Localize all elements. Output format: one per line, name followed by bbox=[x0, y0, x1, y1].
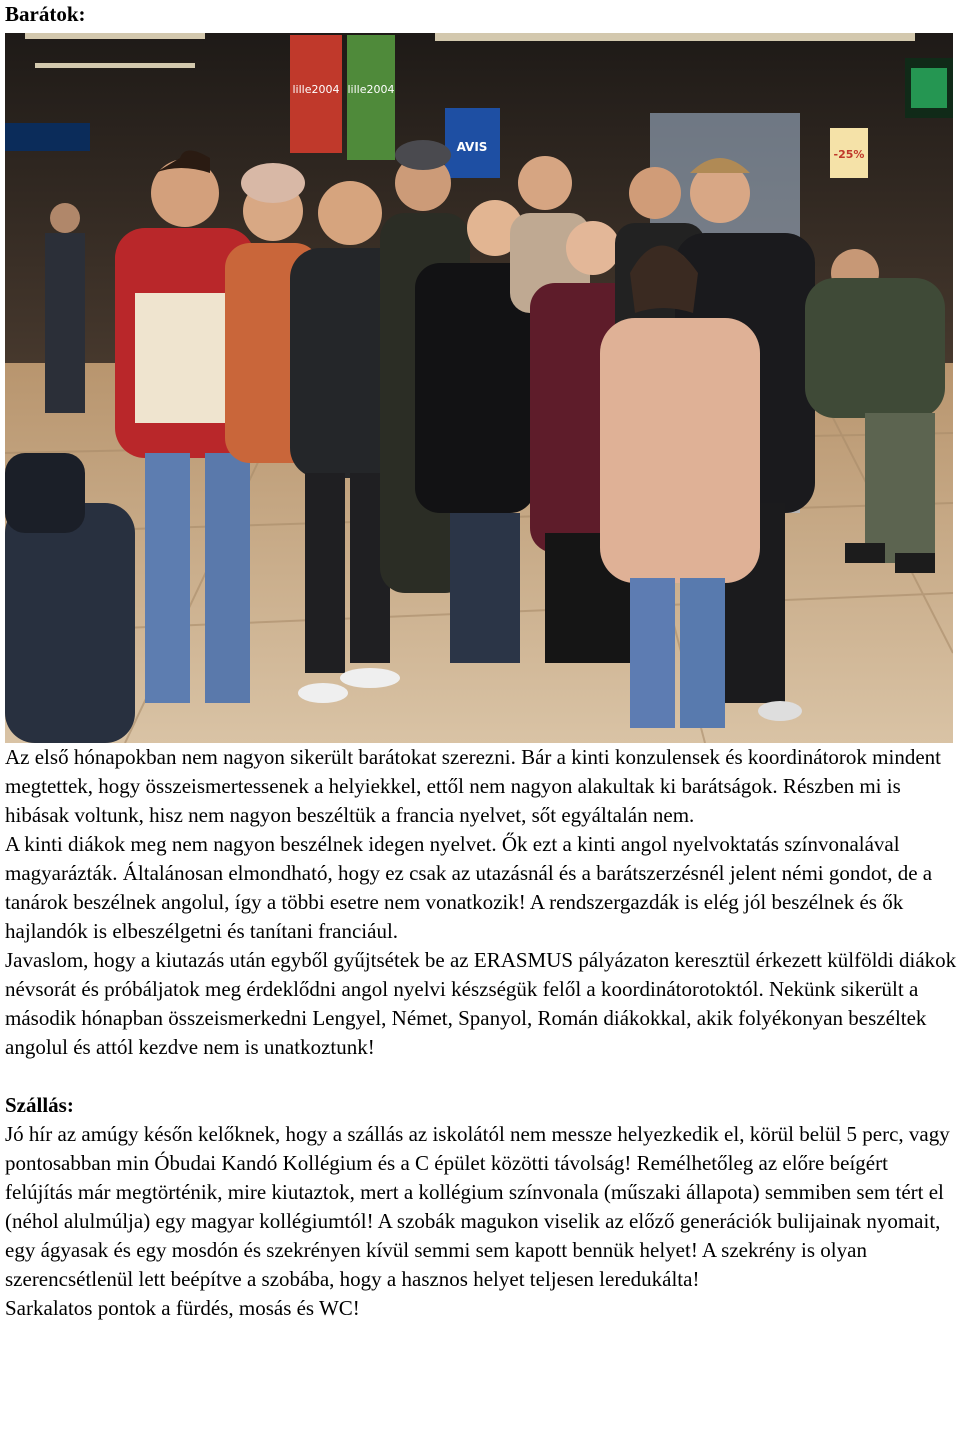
group-photo-illustration bbox=[5, 33, 953, 743]
friends-paragraph-2: A kinti diákok meg nem nagyon beszélnek idegen nyelvet. Ők ezt a kinti angol nyelvoktatás színvonalával magyarázták. Általánosan elmondható, hogy ez csak az utazásnál és a barátszerzésnél jelent némi gondot, de a tanárok beszélnek angolul, így a többi esetre nem vonatkozik! A rendszergazdák is elég jól beszélnek és ők hajlandók is elbeszélgetni és tanítani franciául. bbox=[5, 832, 933, 943]
friends-paragraph-1: Az első hónapokban nem nagyon sikerült barátokat szerezni. Bár a kinti konzulensek és koordinátorok mindent megtettek, hogy összeismertessenek a helyiekkel, ettől nem nagyon alakultak ki barátságok. Részben mi is hibásak voltunk, hisz nem nagyon beszéltük a francia nyelvet, sőt egyáltalán nem. bbox=[5, 745, 941, 827]
section-spacer bbox=[5, 1062, 960, 1091]
sale-sign-text: -25% bbox=[833, 148, 865, 161]
banner-sign-2 bbox=[347, 35, 395, 160]
banner-sign-2-text: lille2004 bbox=[347, 83, 395, 96]
document-page bbox=[5, 0, 960, 1323]
group-photo bbox=[5, 33, 953, 743]
section-title-friends: Barátok: bbox=[5, 2, 86, 26]
banner-sign-1-text: lille2004 bbox=[292, 83, 340, 96]
friends-paragraph-3: Javaslom, hogy a kiutazás után egyből gyűjtsétek be az ERASMUS pályázaton keresztül érkezett külföldi diákok névsorát és próbáljatok meg érdeklődni angol nyelvi készségük felől a koordinátorotoktól. Nekünk sikerült a második hónapban összeismerkedni Lengyel, Német, Spanyol, Román diákokkal, akik folyékonyan beszéltek angolul és attól kezdve nem is unatkoztunk! bbox=[5, 948, 957, 1059]
accommodation-paragraph-1: Jó hír az amúgy későn kelőknek, hogy a szállás az iskolától nem messze helyezkedik el, körül belül 5 perc, vagy pontosabban min Óbudai Kandó Kollégium és a C épület közötti távolság! Remélhetőleg az előre beígért felújítás már megtörténik, mire kiutaztok, mert a kollégium színvonala (műszaki állapota) semmiben sem tért el (néhol alulmúlja) egy magyar kollégiumtól! A szobák magukon viselik az előző generációk bulijainak nyomait, egy ágyasak és egy mosdón és szekrényen kívül semmi sem kapott bennük helyet! A szekrény is olyan szerencsétlenül lett beépítve a szobába, hogy a hasznos helyet teljesen leredukálta! bbox=[5, 1122, 950, 1291]
gate-sign bbox=[5, 123, 90, 151]
accommodation-paragraph-2: Sarkalatos pontok a fürdés, mosás és WC! bbox=[5, 1296, 360, 1320]
section-title-accommodation: Szállás: bbox=[5, 1093, 74, 1117]
avis-sign-text: AVIS bbox=[456, 140, 488, 154]
